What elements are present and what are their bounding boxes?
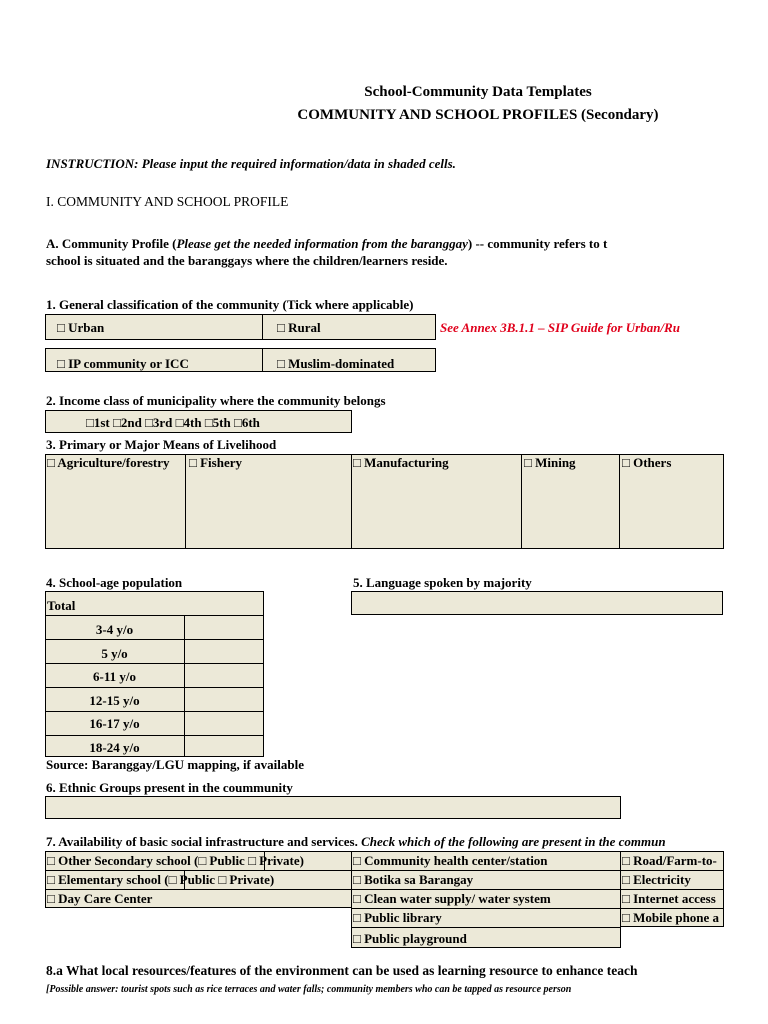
population-row-label: 18-24 y/o — [89, 740, 140, 755]
infra-item: □ Road/Farm-to- — [622, 853, 717, 868]
infra-item: □ Other Secondary school (□ Public □ Private) — [47, 853, 304, 868]
q1-title: 1. General classification of the community (Tick where applicable) — [46, 297, 414, 312]
infra-item: □ Mobile phone a — [622, 910, 720, 925]
header-line1: School-Community Data Templates — [364, 84, 592, 100]
livelihood-label-manufacturing: □ Manufacturing — [353, 455, 449, 470]
header-line2: COMMUNITY AND SCHOOL PROFILES (Secondary) — [297, 107, 659, 123]
urban-option: □ Urban — [57, 320, 105, 335]
infra-item: □ Public playground — [353, 931, 467, 946]
ethnic-groups-input[interactable] — [45, 796, 621, 819]
q7-title: 7. Availability of basic social infrastructure and services. Check which of the following are present in the commun — [46, 834, 666, 849]
income-class-options: □1st □2nd □3rd □4th □5th □6th — [86, 415, 260, 430]
infra-item: □ Clean water supply/ water system — [353, 891, 551, 906]
q4-title: 4. School-age population — [46, 575, 183, 590]
population-total-label: Total — [47, 598, 76, 613]
q2-title: 2. Income class of municipality where the community belongs — [46, 393, 386, 408]
ip-option: □ IP community or ICC — [57, 356, 189, 371]
section-title: I. COMMUNITY AND SCHOOL PROFILE — [46, 194, 289, 209]
infra-item: □ Community health center/station — [353, 853, 548, 868]
livelihood-label-fishery: □ Fishery — [189, 455, 242, 470]
infra-item: □ Botika sa Barangay — [353, 872, 474, 887]
instruction: INSTRUCTION: Please input the required information/data in shaded cells. — [46, 156, 456, 171]
infra-item: □ Day Care Center — [47, 891, 153, 906]
population-source: Source: Baranggay/LGU mapping, if available — [46, 757, 304, 772]
infra-item: □ Elementary school (□ Public □ Private) — [47, 872, 275, 887]
community-profile-line1: A. Community Profile (Please get the needed information from the baranggay) -- community refers to t — [46, 236, 608, 251]
livelihood-label-others: □ Others — [622, 455, 672, 470]
language-input[interactable] — [351, 591, 723, 615]
livelihood-label-mining: □ Mining — [524, 455, 576, 470]
q5-title: 5. Language spoken by majority — [353, 575, 532, 590]
q8-title: 8.a What local resources/features of the environment can be used as learning resource to enhance teach — [46, 963, 638, 978]
community-profile-line2: school is situated and the baranggays where the children/learners reside. — [46, 253, 448, 268]
muslim-option: □ Muslim-dominated — [277, 356, 395, 371]
infra-item: □ Electricity — [622, 872, 691, 887]
population-row-label: 5 y/o — [101, 646, 128, 661]
population-row-label: 16-17 y/o — [89, 716, 140, 731]
infra-item: □ Internet access — [622, 891, 716, 906]
q6-title: 6. Ethnic Groups present in the coummunity — [46, 780, 293, 795]
population-row-label: 6-11 y/o — [93, 669, 136, 684]
rural-option: □ Rural — [277, 320, 321, 335]
q3-title: 3. Primary or Major Means of Livelihood — [46, 437, 277, 452]
infra-item: □ Public library — [353, 910, 442, 925]
population-row-label: 12-15 y/o — [89, 693, 140, 708]
population-row-label: 3-4 y/o — [95, 622, 134, 637]
livelihood-label-agriculture: □ Agriculture/forestry — [47, 455, 170, 470]
annex-note: See Annex 3B.1.1 – SIP Guide for Urban/Ru — [440, 320, 680, 335]
q8-hint: [Possible answer: tourist spots such as rice terraces and water falls; community members who can be tapped as resource person — [46, 984, 572, 995]
